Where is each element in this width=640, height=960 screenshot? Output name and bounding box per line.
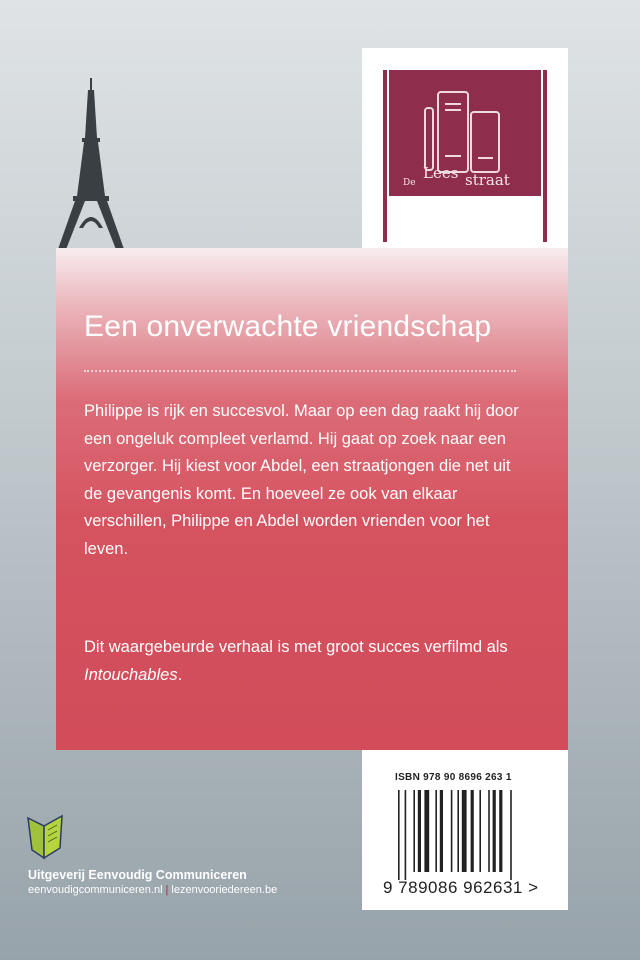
publisher-logo-icon: [26, 814, 66, 865]
blurb-text-end: .: [177, 665, 183, 684]
logo-text-de: De: [403, 178, 416, 188]
publisher-urls: [28, 884, 277, 896]
film-title: Intouchables: [84, 665, 178, 684]
barcode-bar: [405, 790, 407, 880]
barcode-bar: [451, 790, 453, 872]
barcode-bar: [499, 790, 502, 872]
barcode-bar: [493, 790, 496, 872]
barcode-bar: [488, 790, 490, 872]
url-separator: |: [165, 884, 169, 896]
blurb-text: Dit waargebeurde verhaal is met groot succes verfilmd als: [84, 638, 508, 656]
de-leesstraat-logo: [383, 70, 547, 242]
barcode-bar: [440, 790, 443, 872]
eiffel-tower-image: [55, 78, 127, 252]
dotted-divider: [84, 370, 516, 372]
barcode-bar: [398, 790, 400, 880]
barcode-bar: [471, 790, 474, 872]
barcode-bar: [479, 790, 481, 872]
blurb-title: Een onverwachte vriendschap: [84, 310, 492, 343]
barcode: [398, 790, 532, 886]
logo-text-straat: straat: [465, 171, 510, 189]
blurb-paragraph-2: [84, 634, 524, 689]
barcode-bar: [435, 790, 437, 872]
barcode-digits: 9 789086 962631 >: [383, 878, 539, 897]
barcode-bar: [462, 790, 467, 872]
publisher-url-nl[interactable]: eenvoudigcommuniceren.nl: [28, 884, 163, 896]
barcode-bar: [413, 790, 415, 872]
barcode-bar: [510, 790, 512, 880]
barcode-bar: [457, 790, 459, 872]
isbn-label: ISBN 978 90 8696 263 1: [395, 772, 512, 783]
logo-text-lees: Lees: [423, 164, 459, 182]
blurb-paragraph-1: Philippe is rijk en succesvol. Maar op een dag raakt hij door een ongeluk compleet verlamd. Hij gaat op zoek naar een verzorger. Hij kiest voor Abdel, een straatjongen die net uit de gevangenis komt. En hoeveel ze ook van elkaar verschillen, Philippe en Abdel worden vrienden voor het leven.: [84, 402, 519, 558]
publisher-url-be[interactable]: lezenvooriedereen.be: [171, 884, 278, 896]
barcode-bar: [418, 790, 421, 872]
publisher-name: Uitgeverij Eenvoudig Communiceren: [28, 868, 247, 882]
barcode-bar: [424, 790, 429, 872]
